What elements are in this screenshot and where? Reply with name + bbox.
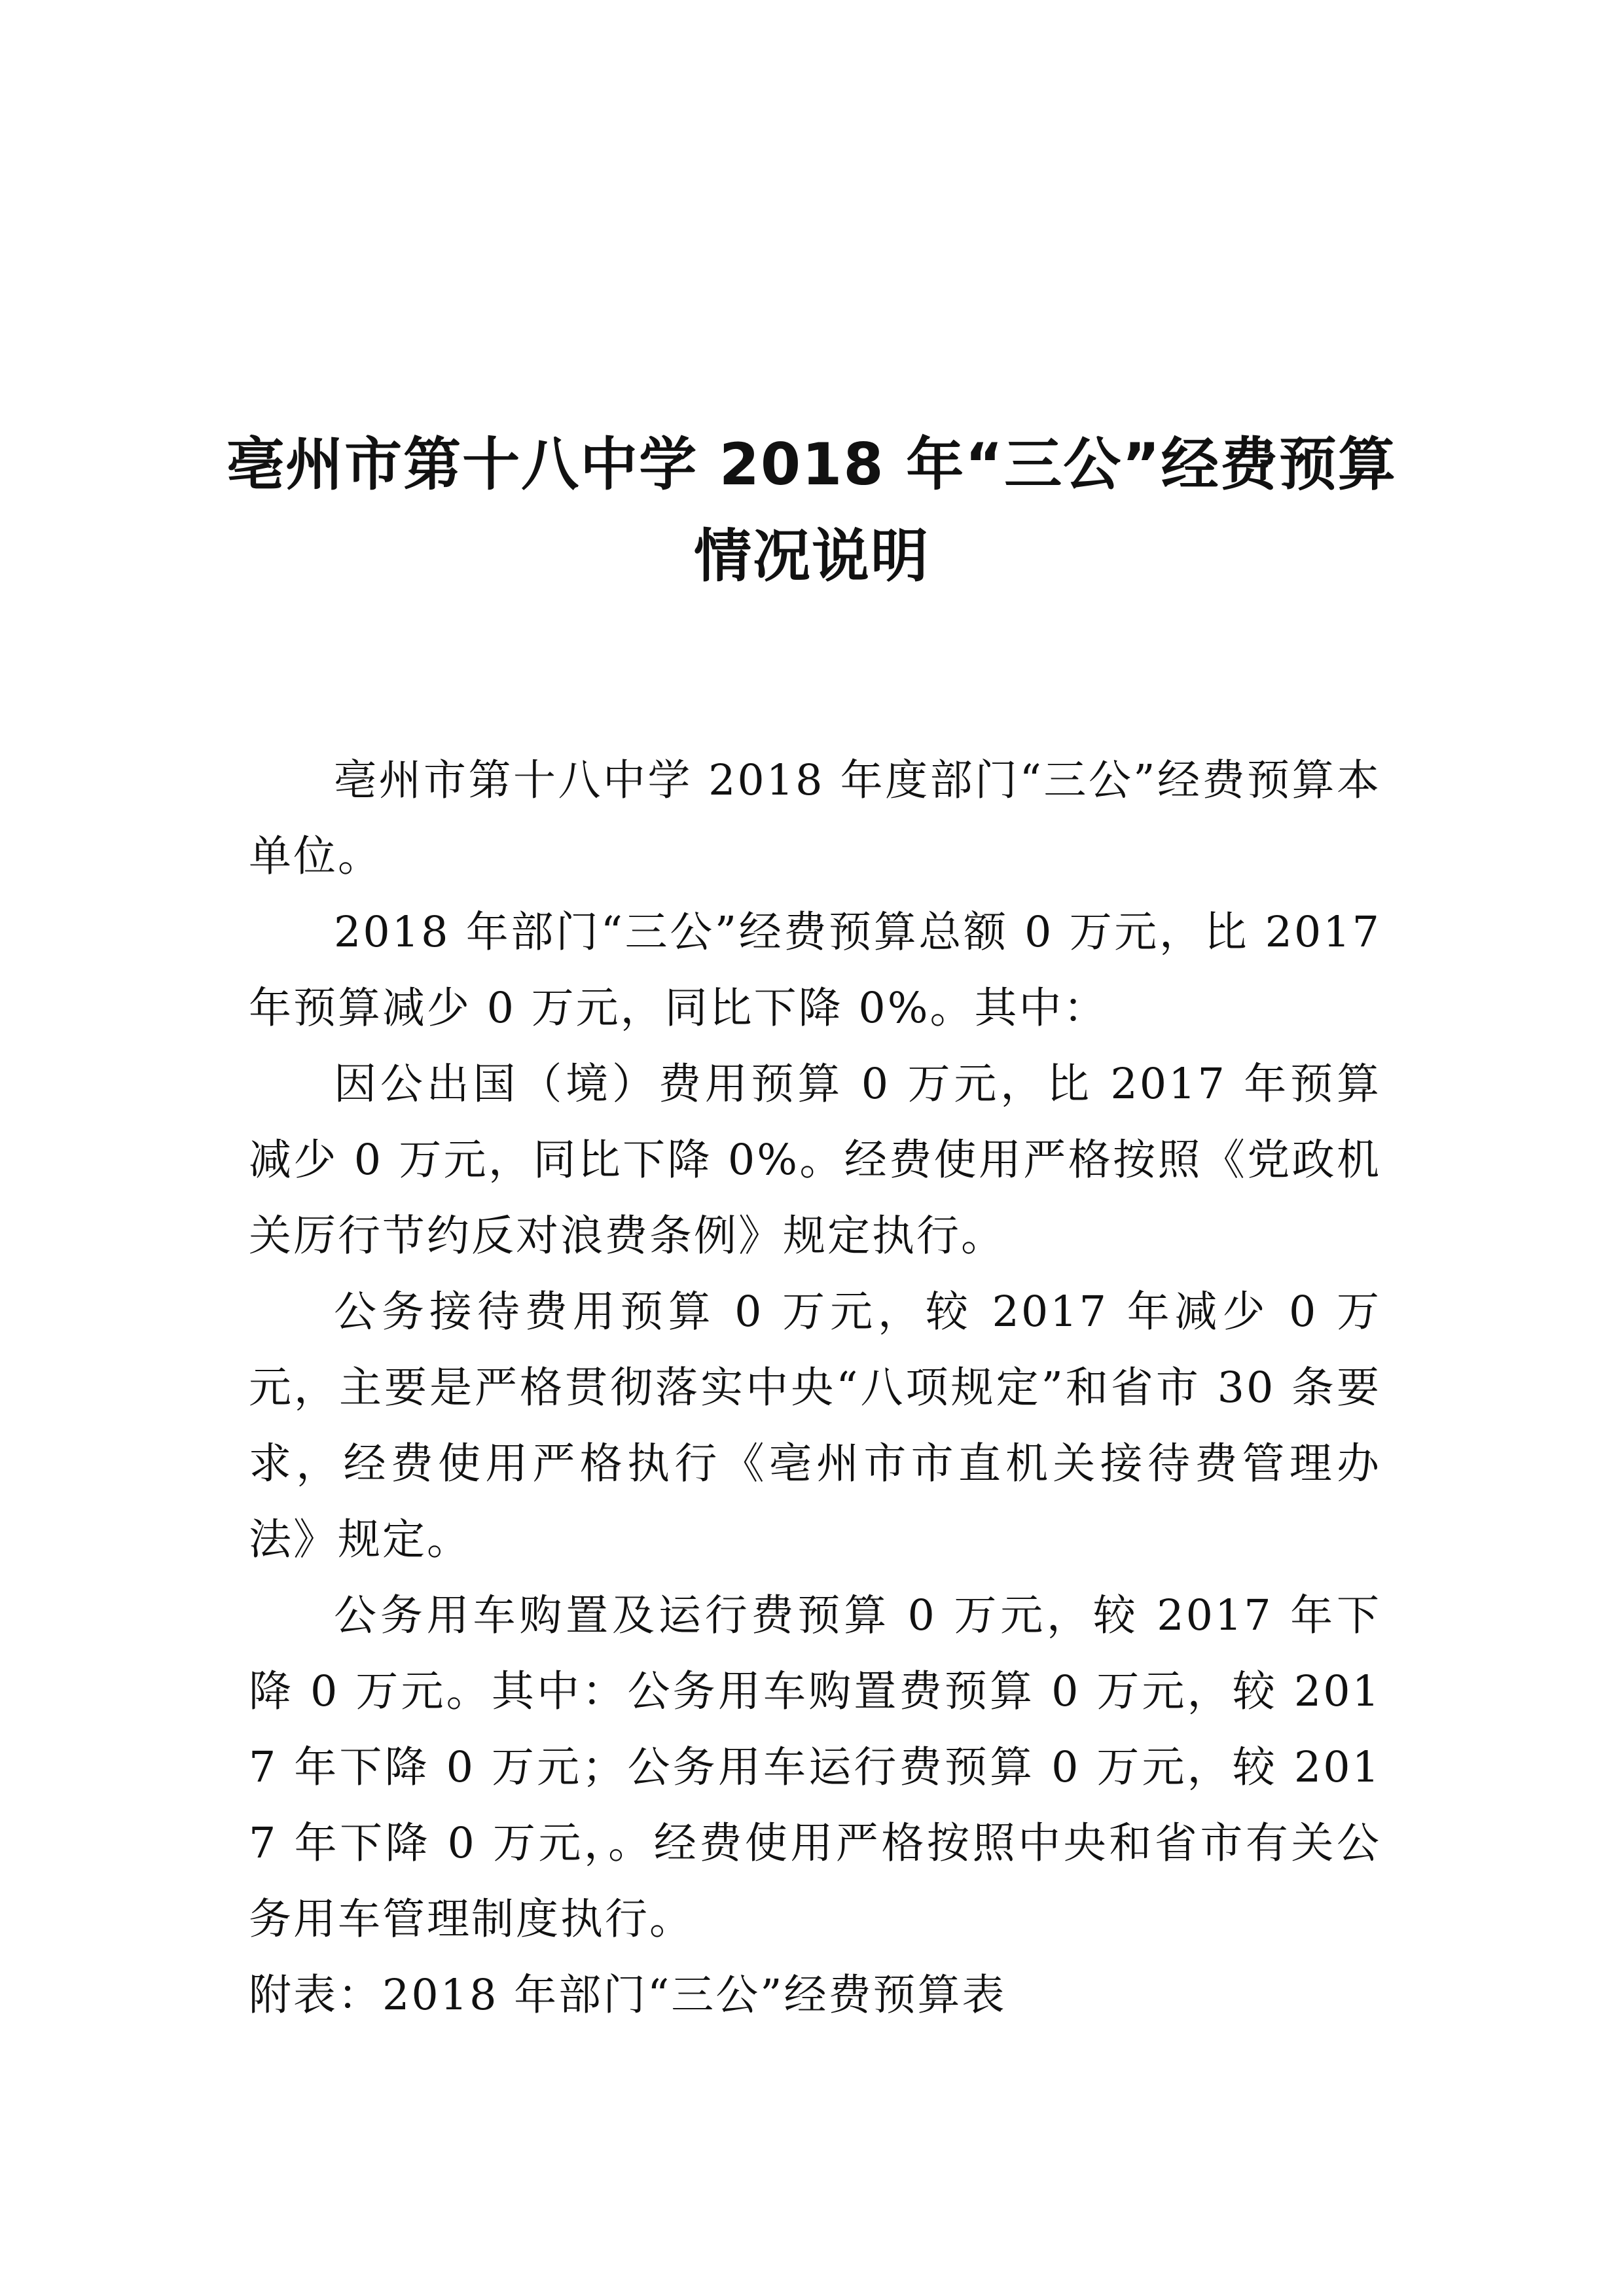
paragraph-official-vehicles: 公务用车购置及运行费预算 0 万元，较 2017 年下降 0 万元。其中：公务用车购置费预算 0 万元，较 2017 年下降 0 万元；公务用车运行费预算 0 万元，较 2017 年下降 0 万元，。经费使用严格按照中央和省市有关公务用车管理制度执行。	[249, 1591, 1381, 1944]
paragraph-reception: 公务接待费用预算 0 万元，较 2017 年减少 0 万元，主要是严格贯彻落实中央“八项规定”和省市 30 条要求，经费使用严格执行《亳州市市直机关接待费管理办法》规定。	[249, 1287, 1381, 1564]
paragraph-intro: 亳州市第十八中学 2018 年度部门“三公”经费预算本单位。	[249, 756, 1381, 881]
attachment-note: 附表：2018 年部门“三公”经费预算表	[249, 1971, 1007, 2020]
paragraph-overseas-travel: 因公出国（境）费用预算 0 万元，比 2017 年预算减少 0 万元，同比下降 0%。经费使用严格按照《党政机关厉行节约反对浪费条例》规定执行。	[249, 1060, 1381, 1261]
document-body	[249, 743, 1381, 2034]
document-title: 亳州市第十八中学 2018 年“三公”经费预算情况说明	[226, 431, 1397, 590]
paragraph-total-budget: 2018 年部门“三公”经费预算总额 0 万元，比 2017 年预算减少 0 万元，同比下降 0%。其中：	[249, 908, 1381, 1033]
